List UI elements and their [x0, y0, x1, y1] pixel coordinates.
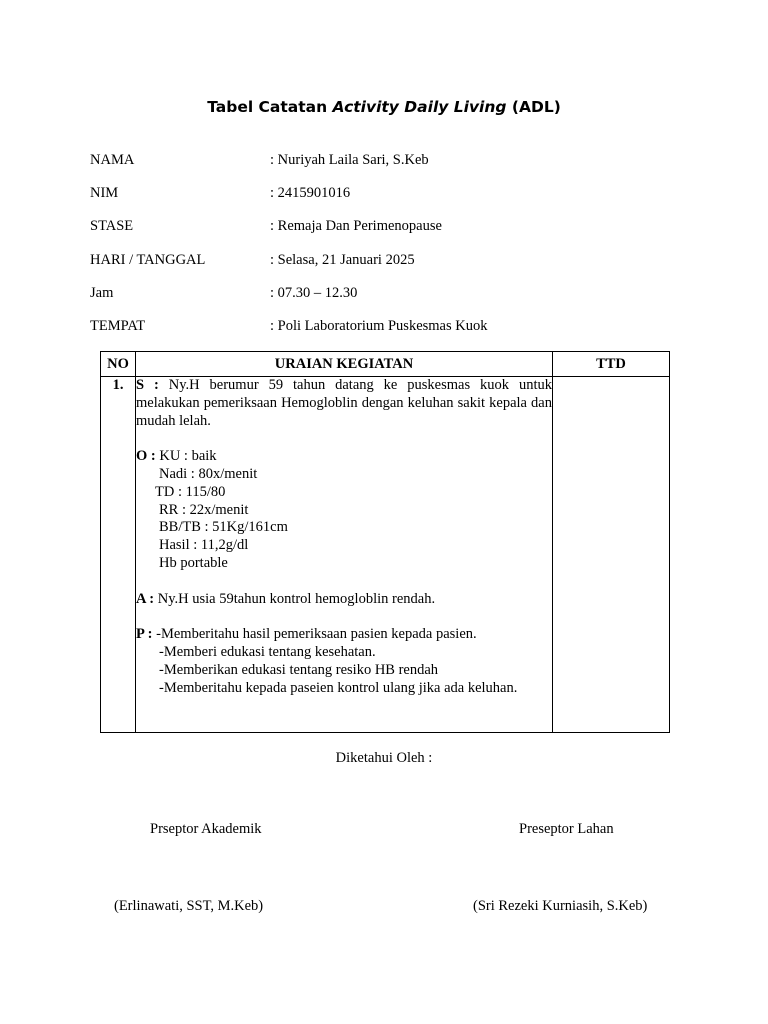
info-row-nim: [90, 185, 690, 205]
activity-description: [136, 377, 553, 733]
info-row-nama: [90, 152, 690, 172]
assessment-section: [136, 591, 552, 609]
p-item: -Memberitahu kepada paseien kontrol ulang jika ada keluhan.: [159, 679, 518, 696]
known-by-label: Diketahui Oleh :: [335, 750, 433, 766]
info-label: NIM: [90, 185, 119, 201]
o-item: Nadi : 80x/menit: [159, 465, 258, 482]
o-first: KU : baik: [155, 448, 217, 465]
info-value: : Remaja Dan Perimenopause: [270, 218, 442, 234]
s-text: Ny.H berumur 59 tahun datang ke puskesmas kuok untuk melakukan pemeriksaan Hemogloblin dengan keluhan sakit kepala dan mudah lelah.: [136, 377, 552, 429]
info-row-jam: [90, 285, 690, 305]
info-label: NAMA: [90, 152, 135, 168]
adl-table: [100, 351, 670, 733]
info-value: : Poli Laboratorium Puskesmas Kuok: [270, 318, 488, 334]
academic-preceptor-role: Prseptor Akademik: [150, 821, 262, 837]
info-value: : Selasa, 21 Januari 2025: [270, 252, 415, 268]
a-label: A :: [136, 590, 155, 607]
title-prefix: Tabel Catatan: [207, 98, 333, 116]
p-first: -Memberitahu hasil pemeriksaan pasien kepada pasien.: [152, 626, 477, 643]
field-preceptor-name: (Sri Rezeki Kurniasih, S.Keb): [473, 898, 648, 914]
p-item: -Memberi edukasi tentang kesehatan.: [159, 643, 376, 660]
info-label: HARI / TANGGAL: [90, 252, 206, 268]
a-text: Ny.H usia 59tahun kontrol hemogloblin rendah.: [154, 590, 436, 607]
info-row-tempat: [90, 318, 690, 338]
o-item: RR : 22x/menit: [159, 501, 249, 518]
subjective-section: [136, 377, 552, 430]
p-label: P :: [136, 626, 153, 643]
p-item: -Memberikan edukasi tentang resiko HB rendah: [159, 661, 439, 678]
header-uraian-kegiatan: URAIAN KEGIATAN: [136, 352, 553, 377]
s-label: S :: [136, 377, 159, 393]
document-title: [0, 98, 768, 116]
info-value: : 07.30 – 12.30: [270, 285, 358, 301]
o-label: O :: [136, 448, 156, 465]
info-row-hari-tanggal: [90, 252, 690, 272]
o-item: TD : 115/80: [155, 483, 226, 500]
o-item: BB/TB : 51Kg/161cm: [159, 519, 288, 536]
field-preceptor-role: Preseptor Lahan: [519, 821, 614, 837]
info-value: : 2415901016: [270, 185, 351, 201]
title-italic: Activity Daily Living: [332, 98, 507, 116]
row-number: 1.: [101, 377, 136, 733]
title-suffix: (ADL): [506, 98, 561, 116]
info-label: Jam: [90, 285, 114, 301]
header-ttd: TTD: [553, 352, 670, 377]
header-no: NO: [101, 352, 136, 377]
objective-section: [136, 448, 552, 573]
info-value: : Nuriyah Laila Sari, S.Keb: [270, 152, 429, 168]
plan-section: [136, 626, 552, 697]
o-item: Hb portable: [159, 554, 228, 571]
academic-preceptor-name: (Erlinawati, SST, M.Keb): [114, 898, 264, 914]
table-row: [101, 377, 670, 733]
info-label: TEMPAT: [90, 318, 146, 334]
o-item: Hasil : 11,2g/dl: [159, 537, 249, 554]
info-label: STASE: [90, 218, 134, 234]
signature-cell: [553, 377, 670, 733]
table-header-row: [101, 352, 670, 377]
info-row-stase: [90, 218, 690, 238]
